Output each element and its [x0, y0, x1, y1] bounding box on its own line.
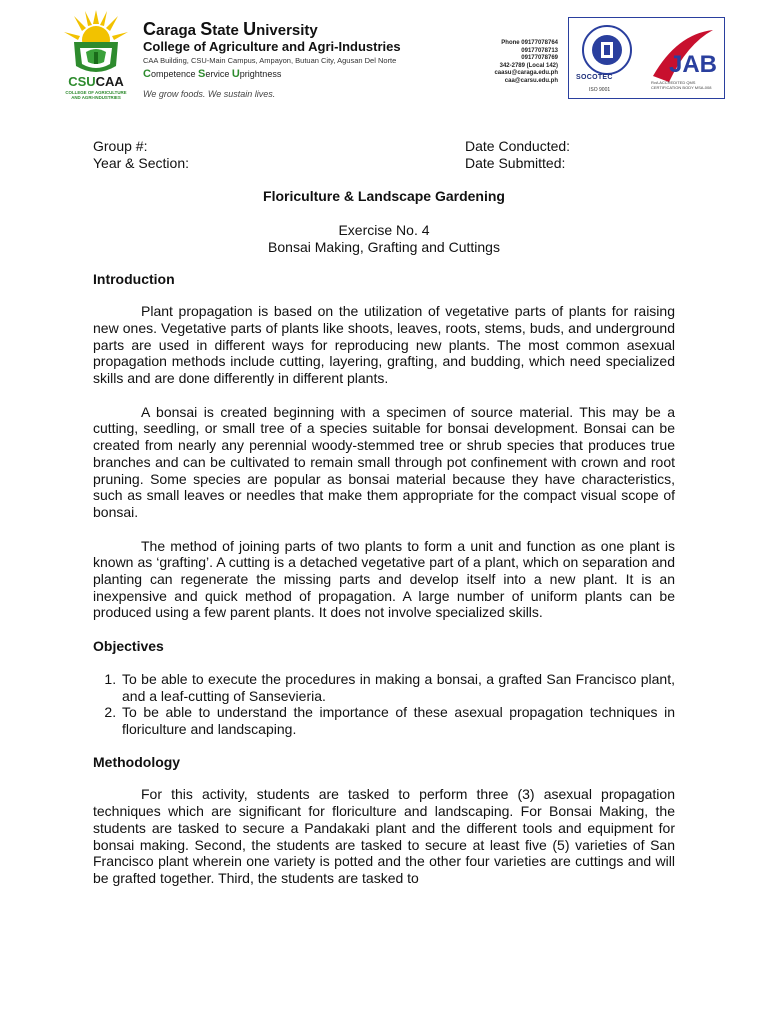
svg-text:AND AGRI-INDUSTRIES: AND AGRI-INDUSTRIES: [71, 95, 121, 100]
objectives-list: [93, 671, 675, 738]
college-address: CAA Building, CSU-Main Campus, Ampayon, Butuan City, Agusan Del Norte: [143, 56, 397, 65]
date-conducted-field: Date Conducted:: [465, 138, 571, 154]
iso-label: ISO 9001: [589, 87, 611, 93]
intro-paragraph-2: A bonsai is created beginning with a specimen of source material. This may be a cutting, seedling, or small tree of a species suitable for bonsai development. Bonsai can be created from nearly any perennial woody-stemmed tree or shrub species that produces true branches and can be cultivated to remain small through pot confinement with crown and root pruning. Some species are popular as bonsai material because they have characteristics, such as small leaves or needles that make them appropriate for the compact visual scope of bonsai.: [93, 403, 675, 520]
university-name: Caraga State University: [143, 19, 318, 39]
group-field: Group #:: [93, 138, 148, 154]
csucaa-logo: [60, 8, 132, 106]
socotec-label: SOCOTEC: [576, 74, 613, 81]
introduction-heading: Introduction: [93, 270, 175, 287]
objective-item: 2. To be able to understand the importance of these asexual propagation techniques in floriculture and landscaping.: [120, 704, 675, 737]
methodology-paragraph-1: For this activity, students are tasked to perform three (3) asexual propagation techniques which are significant for floriculture and landscaping. For Bonsai Making, the students are tasked to secure a Pandakaki plant and the different tools and equipment for bonsai making. Second, the students are tasked to secure at least five (5) varieties of San Francisco plant wherein one variety is potted and the other four varieties are cuttings and will be grafted together. Third, the students are tasked to: [93, 786, 675, 886]
objective-item: 1. To be able to execute the procedures in making a bonsai, a grafted San Francisco plant, and a leaf-cutting of Sansevieria.: [120, 671, 675, 704]
svg-text:CSUCAA: CSUCAA: [68, 74, 124, 89]
fields-row-1: [93, 138, 675, 155]
college-name: College of Agriculture and Agri-Industries: [143, 39, 401, 54]
date-submitted-field: Date Submitted:: [465, 154, 566, 171]
certification-box: [568, 17, 725, 99]
svg-text:COLLEGE OF AGRICULTURE: COLLEGE OF AGRICULTURE: [65, 90, 127, 95]
methodology-heading: Methodology: [93, 753, 181, 770]
intro-paragraph-3: The method of joining parts of two plants to form a unit and function as one plant is known as ‘grafting’. A cutting is a detached vegetative part of a plant, which on separation and planting can regenerate the missing parts and develop itself into a new plant. It is an inexpensive and quick method of propagation. A large number of uniform plants can be produced using a few parent plants. It does not involve specialized skills.: [93, 537, 675, 621]
fields-row-2: [93, 155, 675, 172]
tagline: We grow foods. We sustain lives.: [143, 89, 276, 99]
year-section-field: Year & Section:: [93, 154, 189, 171]
course-title: Floriculture & Landscape Gardening: [263, 188, 505, 205]
jab-label: RvA ACCREDITED QMS CERTIFICATION BODY MSA-008: [651, 80, 712, 90]
document-header: [0, 0, 768, 110]
exercise-number: Exercise No. 4: [338, 222, 430, 239]
objectives-heading: Objectives: [93, 638, 164, 655]
socotec-cert-icon: [573, 22, 641, 94]
document-body: [93, 138, 675, 904]
svg-text:JAB: JAB: [669, 51, 718, 78]
exercise-title: Bonsai Making, Grafting and Cuttings: [268, 238, 500, 255]
contact-info: Phone 09177078764 09177078713 09177078769 342-2789 (Local 142) caasu@caraga.edu.ph caa@carsu.edu.ph: [494, 40, 558, 84]
intro-paragraph-1: Plant propagation is based on the utilization of vegetative parts of plants for raising new ones. Vegetative parts of plants like shoots, leaves, roots, stems, buds, and underground parts are used in different ways for reproducing new plants. The most common asexual propagation methods include cutting, layering, grafting, and budding, which need specialized skills and are done differently in different plants.: [93, 303, 675, 387]
university-motto: Competence Service Uprightness: [143, 68, 282, 80]
